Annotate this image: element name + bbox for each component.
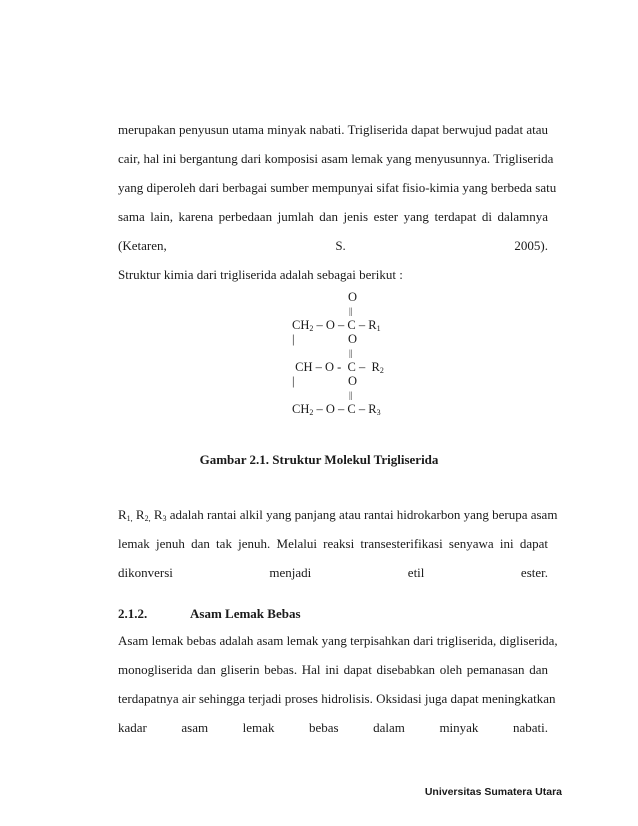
- text-line: Struktur kimia dari trigliserida adalah sebagai berikut :: [118, 267, 403, 282]
- text-line: lemak jenuh dan tak jenuh. Melalui reaksi transesterifikasi senyawa ini dapat: [118, 536, 548, 551]
- structure-row-pipe-2: | O: [292, 374, 358, 388]
- triglyceride-structure: [292, 290, 384, 416]
- text-line: merupakan penyusun utama minyak nabati. Trigliserida dapat berwujud padat atau: [118, 122, 548, 137]
- paragraph-free-fatty-acid: [118, 626, 558, 742]
- section-title: Asam Lemak Bebas: [190, 606, 301, 621]
- text-line: monogliserida dan gliserin bebas. Hal ini dapat disebabkan oleh pemanasan dan: [118, 662, 548, 677]
- structure-row-1: $CH_2$ – O – C – $R_1$: [292, 318, 381, 333]
- text-line: Asam lemak bebas adalah asam lemak yang terpisahkan dari trigliserida, digliserida,: [118, 633, 558, 648]
- section-heading: [118, 606, 301, 622]
- paragraph-alkyl-chains: [118, 500, 558, 587]
- page-footer: Universitas Sumatera Utara: [424, 786, 562, 798]
- carbonyl-oxygen: O: [348, 290, 358, 304]
- intro-structure-line: [118, 260, 548, 289]
- text-line: terdapatnya air sehingga terjadi proses hidrolisis. Oksidasi juga dapat meningkatkan: [118, 691, 556, 706]
- paragraph-trigliserida: [118, 115, 557, 260]
- text-line: kadar asam lemak bebas dalam minyak nabati.: [118, 720, 548, 735]
- text-line: sama lain, karena perbedaan jumlah dan jenis ester yang terdapat di dalamnya: [118, 209, 548, 224]
- double-bond: ||: [349, 348, 353, 358]
- structure-row-3: $CH_2$ – O – C – $R_3$: [292, 402, 381, 417]
- text-line: cair, hal ini bergantung dari komposisi asam lemak yang menyusunnya. Trigliserida: [118, 151, 554, 166]
- text-line: $R_{1,}$ $R_{2,}$ $R_3$ adalah rantai alkil yang panjang atau rantai hidrokarbon yang berupa asam: [118, 507, 558, 523]
- section-number: 2.1.2.: [118, 606, 148, 621]
- text-line: dikonversi menjadi etil ester.: [118, 565, 548, 580]
- structure-row-pipe-1: | O: [292, 332, 358, 346]
- figure-caption: Gambar 2.1. Struktur Molekul Trigliserida: [199, 452, 439, 467]
- double-bond: ||: [349, 306, 353, 316]
- double-bond: ||: [349, 390, 353, 400]
- text-line: yang diperoleh dari berbagai sumber mempunyai sifat fisio-kimia yang berbeda satu: [118, 180, 557, 195]
- text-line: (Ketaren, S. 2005).: [118, 238, 548, 253]
- structure-row-2: CH – O - C – $R_2$: [292, 360, 384, 375]
